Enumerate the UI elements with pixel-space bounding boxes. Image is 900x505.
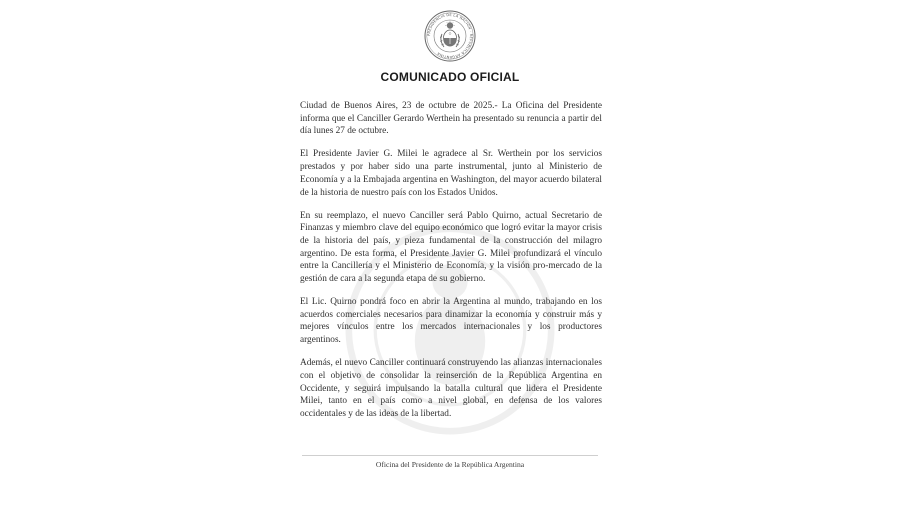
paragraph: El Lic. Quirno pondrá foco en abrir la Argentina al mundo, trabajando en los acuerdos comerciales necesarios para dinamizar la economía y construir más y mejores vínculos entre los mercados internacionales y los productores argentinos. <box>300 297 602 346</box>
paragraph: El Presidente Javier G. Milei le agradece al Sr. Werthein por los servicios prestados y por haber sido una parte instrumental, junto al Ministerio de Economía y a la Embajada argentina en Washington, del mayor acuerdo bilateral de la historia de nuestro país con los Estados Unidos. <box>300 149 602 198</box>
document-title: COMUNICADO OFICIAL <box>380 70 520 84</box>
seal-text: PRESIDENCIA DE LA NACIÓN · REPÚBLICA ARGENTINA <box>426 12 474 60</box>
coat-of-arms-seal-icon <box>424 10 476 62</box>
footer-divider <box>302 455 598 456</box>
footer-signature: Oficina del Presidente de la República Argentina <box>375 460 525 469</box>
paragraph: En su reemplazo, el nuevo Canciller será Pablo Quirno, actual Secretario de Finanzas y miembro clave del equipo económico que logró evitar la mayor crisis de la historia del país, y pieza fundamental de la construcción del milagro argentino. De esta forma, el Presidente Javier G. Milei profundizará el vínculo entre la Cancillería y el Ministerio de Economía, y la visión pro-mercado de la gestión de cara a la segunda etapa de su gobierno. <box>300 210 602 285</box>
paragraph: Además, el nuevo Canciller continuará construyendo las alianzas internacionales con el objetivo de consolidar la reinserción de la República Argentina en Occidente, y seguirá impulsando la batalla cultural que lidera el Presidente Milei, tanto en el país como a nivel global, en defensa de los valores occidentales y de las ideas de la libertad. <box>300 358 602 419</box>
paragraph: Ciudad de Buenos Aires, 23 de octubre de 2025.- La Oficina del Presidente informa que el Canciller Gerardo Werthein ha presentado su renuncia a partir del día lunes 27 de octubre. <box>300 101 602 137</box>
document-body <box>300 100 602 431</box>
